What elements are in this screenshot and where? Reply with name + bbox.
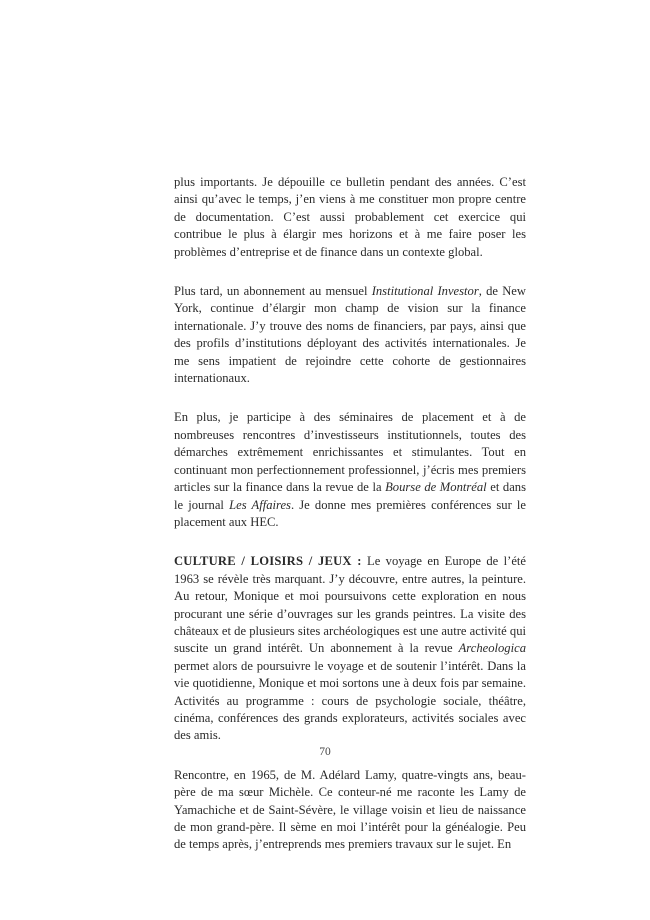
paragraph-bulletin: [174, 174, 526, 261]
publication-title: Les Affaires: [229, 497, 291, 512]
paragraph-culture: [174, 553, 526, 744]
paragraph-text: et dans le journal: [174, 480, 526, 512]
paragraph-genealogy: [174, 767, 526, 854]
paragraph-text: En plus, je participe à des séminaires de placement et à de nombreuses rencontres d’investisseurs institutionnels, toutes des démarches extrêmement enrichissantes et stimulantes. Tout en continuant mon perfectionnement professionnel, j’écris mes premiers articles sur la finance dans la revue de la: [174, 410, 526, 495]
paragraph-text: permet alors de poursuivre le voyage et de soutenir l’intérêt. Dans la vie quotidienne, Monique et moi sortons une à deux fois par semaine. Activités au programme : cours de psychologie sociale, théâtre, cinéma, conférences des grands explorateurs, activités sociales avec des amis.: [174, 658, 526, 743]
magazine-title: Institutional Investor: [371, 284, 479, 299]
paragraph-institutional-investor: [174, 283, 526, 387]
paragraph-seminars: [174, 409, 526, 531]
magazine-title: Archeologica: [458, 641, 526, 656]
publication-title: Bourse de Montréal: [385, 480, 487, 495]
page-number: 70: [319, 746, 331, 758]
paragraph-text: Le voyage en Europe de l’été 1963 se révèle très marquant. J’y découvre, entre autres, la peinture. Au retour, Monique et moi poursuivons cette exploration en nous procurant une série d’ouvrages sur les grands peintres. La visite des châteaux et de plusieurs sites archéologiques est une autre activité qui suscite un grand intérêt. Un abonnement à la revue: [174, 554, 526, 656]
paragraph-text: , de New York, continue d’élargir mon champ de vision sur la finance internationale. J’y trouve des noms de financiers, par pays, ainsi que des profils d’institutions déployant des activités internationales. Je me sens impatient de rejoindre cette cohorte de gestionnaires internationaux.: [174, 284, 526, 386]
section-heading: CULTURE / LOISIRS / JEUX :: [174, 554, 362, 569]
paragraph-text: plus importants. Je dépouille ce bulletin pendant des années. C’est ainsi qu’avec le temps, j’en viens à me constituer mon propre centre de documentation. C’est aussi probablement cet exercice qui contribue le plus à élargir mes horizons et à me faire poser les problèmes d’entreprise et de finance dans un contexte global.: [174, 175, 526, 259]
paragraph-text: . Je donne mes premières conférences sur le placement aux HEC.: [174, 497, 527, 529]
paragraph-text: Rencontre, en 1965, de M. Adélard Lamy, quatre-vingts ans, beau-père de ma sœur Michèle. Ce conteur-né me raconte les Lamy de Yamachiche et de Saint-Sévère, le village voisin et lieu de naissance de mon grand-père. Il sème en moi l’intérêt pour la généalogie. Peu de temps après, j’entreprends mes premiers travaux sur le sujet. En: [174, 767, 526, 852]
paragraph-text: Plus tard, un abonnement au mensuel: [174, 284, 372, 299]
